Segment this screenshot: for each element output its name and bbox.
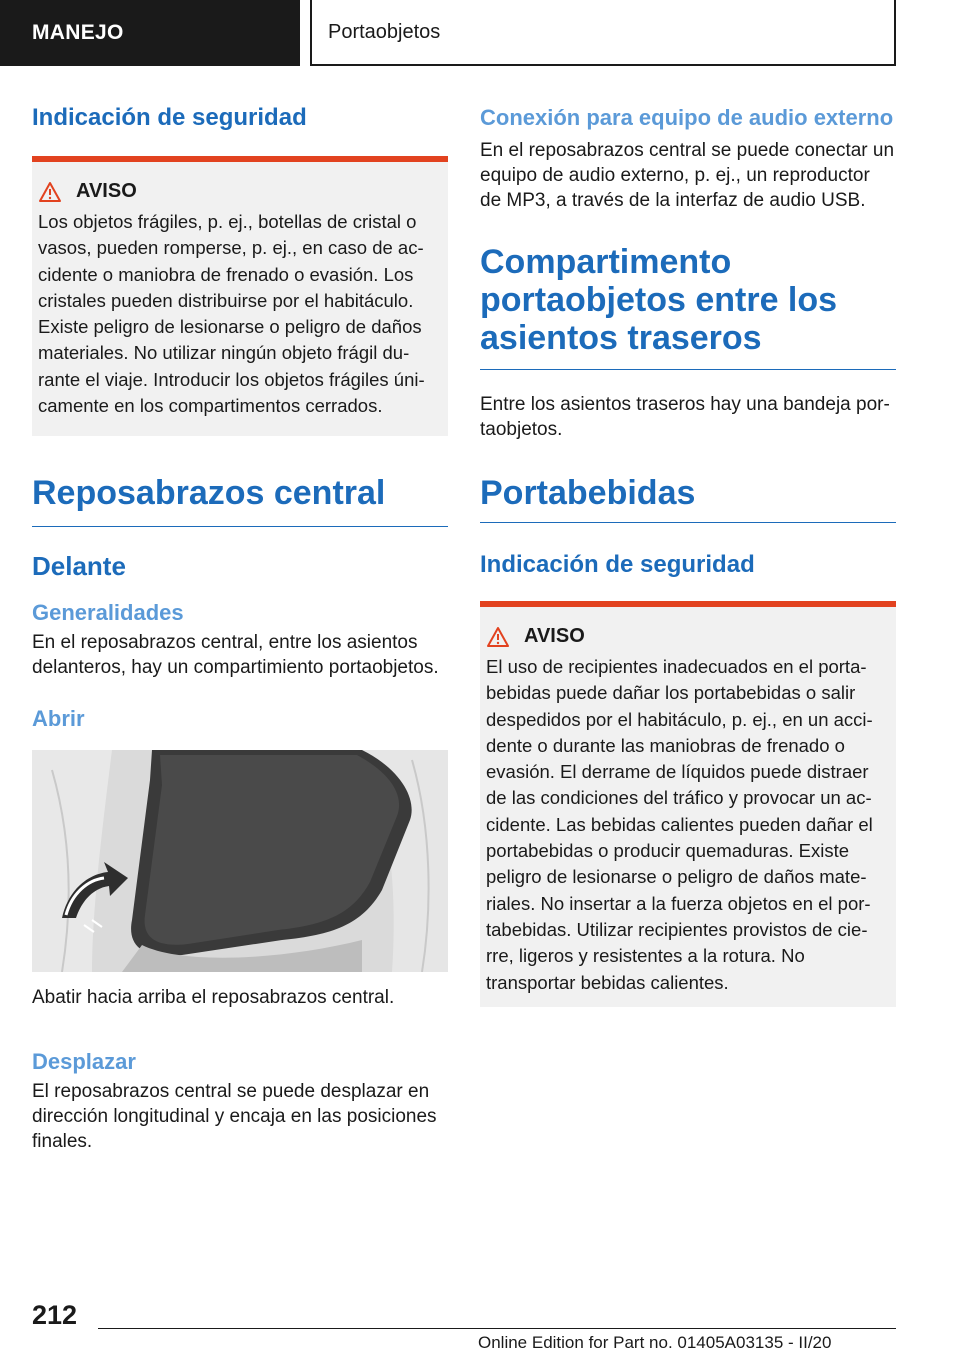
rear-heading: Compartimento portaobjetos entre los asientos traseros (480, 243, 838, 357)
armrest-rule (32, 526, 448, 527)
header-section-label: MANEJO (32, 21, 124, 44)
audio-heading: Conexión para equipo de audio externo (480, 105, 894, 130)
armrest-photo (32, 750, 448, 972)
cup-heading: Portabebidas (480, 474, 696, 512)
photo-caption: Abatir hacia arriba el reposabrazos central. (32, 987, 395, 1008)
armrest-illustration (32, 750, 448, 972)
page-number: 212 (32, 1300, 78, 1330)
warning-title (486, 625, 880, 648)
open-heading: Abrir (32, 706, 85, 731)
warning-text: Los objetos frágiles, p. ej., botellas de cristal o vasos, pueden romperse, p. ej., en caso de accidente o maniobra de frenado o evasión. Los cristales pueden distribuirse por el habitáculo. Existe peligro de lesionarse o peligro de daños materiales. No utilizar ningún objeto frágil durante el viaje. Introducir los objetos frágiles únicamente en los compartimentos cerrados. (38, 211, 425, 417)
move-heading: Desplazar (32, 1049, 136, 1074)
footer-rule (98, 1328, 896, 1329)
rear-text: Entre los asientos traseros hay una bandeja portaobjetos. (480, 394, 890, 440)
warning-triangle-icon (486, 626, 510, 648)
warning-text: El uso de recipientes inadecuados en el portabebidas puede dañar los portabebidas o salir despedidos por el habitáculo, p. ej., en un accidente o durante las maniobras de frenado o evasión. El derrame de líquidos puede distraer de las condiciones del tráfico y provocar un accidente. Las bebidas calientes pueden dañar el portabebidas o producir quemaduras. Existe peligro de lesionarse o peligro de daños materiales. No insertar a la fuerza objetos en el portabebidas. Utilizar recipientes provistos de cierre, ligeros y resistentes a la rotura. No transportar bebidas calientes. (486, 656, 873, 993)
general-text: En el reposabrazos central, entre los asientos delanteros, hay un compartimiento portaobjetos. (32, 632, 439, 678)
rear-rule (480, 369, 896, 370)
warning-title-text: AVISO (76, 180, 137, 202)
warning-box-cups (480, 601, 896, 1007)
header-section (0, 0, 300, 66)
warning-title-text: AVISO (524, 625, 585, 647)
right-column (480, 96, 896, 1007)
warning-title (38, 180, 432, 203)
general-heading: Generalidades (32, 600, 184, 625)
cup-rule (480, 522, 896, 523)
move-text: El reposabrazos central se puede desplazar en dirección longitudinal y encaja en las posiciones finales. (32, 1081, 437, 1152)
header-subsection-label: Portaobjetos (328, 20, 441, 43)
front-heading: Delante (32, 551, 126, 581)
header-subsection (310, 0, 896, 66)
left-column (32, 96, 448, 1154)
warning-triangle-icon (38, 181, 62, 203)
cup-safety-heading: Indicación de seguridad (480, 551, 755, 578)
audio-text: En el reposabrazos central se puede conectar un equipo de audio externo, p. ej., un reproductor de MP3, a través de la interfaz de audio USB. (480, 140, 895, 211)
armrest-heading: Reposabrazos central (32, 474, 386, 512)
safety-heading: Indicación de seguridad (32, 104, 307, 131)
warning-box-glass (32, 156, 448, 436)
footer-edition: Online Edition for Part no. 01405A03135 - II/20 (478, 1333, 832, 1352)
